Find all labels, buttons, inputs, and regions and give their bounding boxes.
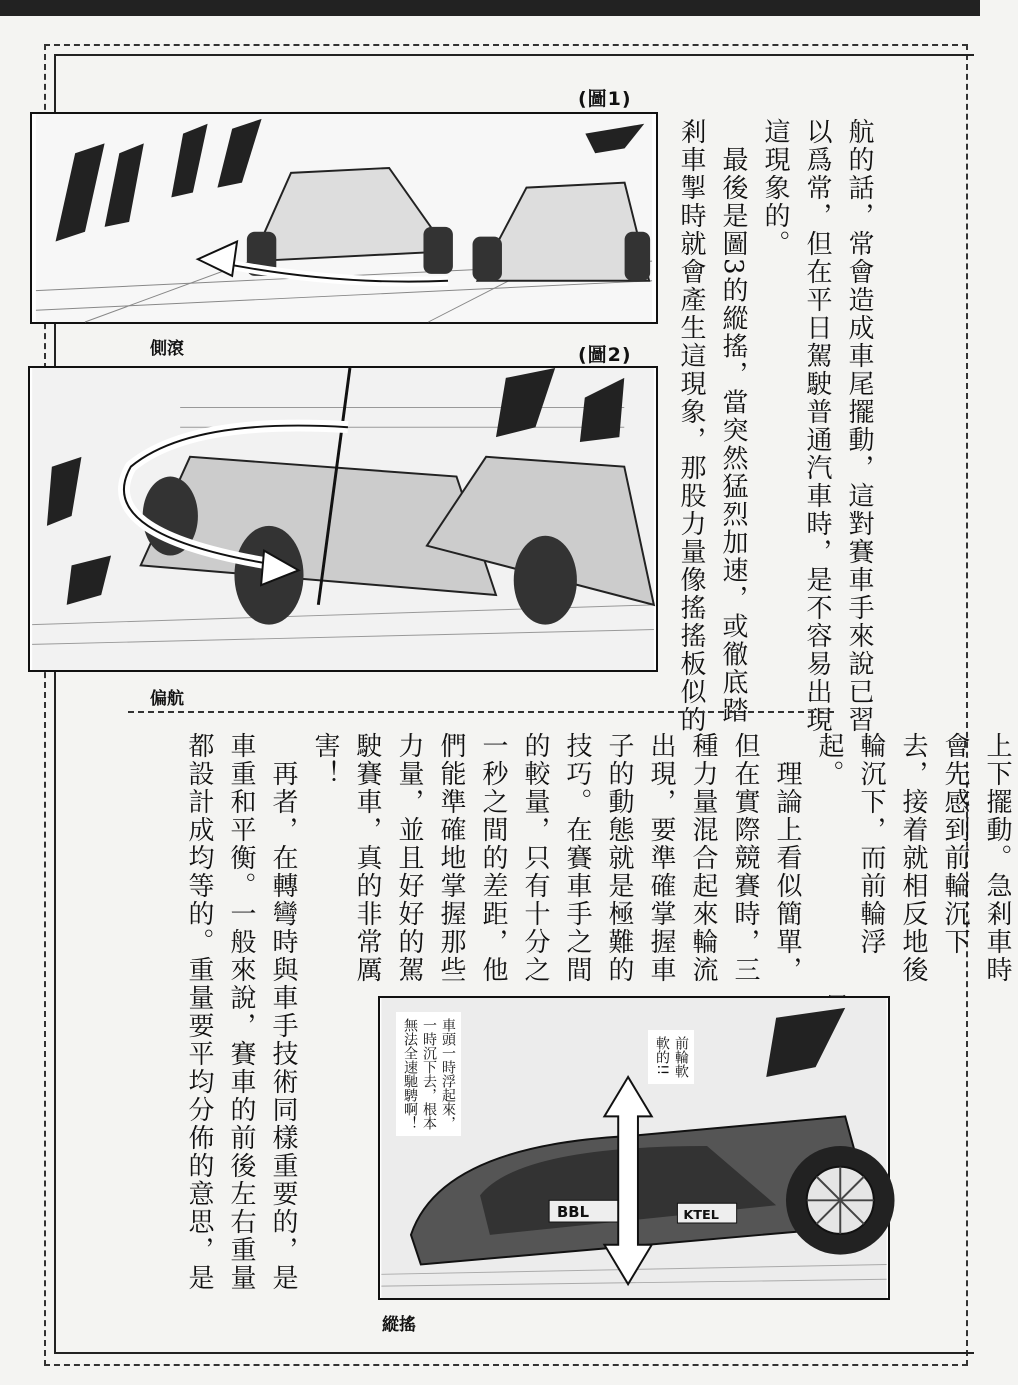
car-sponsor-2: KTEL: [683, 1208, 719, 1224]
roll-illustration: [32, 114, 656, 322]
text-column: 起。: [814, 732, 844, 788]
text-column: 車重和平衡。一般來說，賽車的前後左右重量: [226, 732, 256, 1292]
text-column: 輪沉下，而前輪浮: [856, 732, 886, 956]
fig2-caption: 偏航: [150, 689, 184, 709]
section-divider: [128, 711, 834, 713]
bubble-line: 前輪軟: [673, 1036, 689, 1078]
fig2-label: (圖2): [578, 344, 632, 366]
text-column: 剎車掣時就會產生這現象，那股力量像搖搖板似的: [676, 118, 706, 734]
text-column: 都設計成均等的。重量要平均分佈的意思，是: [184, 732, 214, 1292]
text-column: 一秒之間的差距，他: [478, 732, 508, 984]
text-column: 種力量混合起來輪流: [688, 732, 718, 984]
text-column: 們能準確地掌握那些: [436, 732, 466, 984]
text-column: 害！: [310, 732, 340, 788]
yaw-illustration: [30, 368, 656, 670]
text-column: 上下擺動。急剎車時: [982, 732, 1012, 984]
text-column: 理論上看似簡單，: [772, 732, 802, 984]
text-column: 這現象的。: [760, 118, 790, 258]
text-column: 會先感到前輪沉下: [940, 732, 970, 956]
text-column: 但在實際競賽時，三: [730, 732, 760, 984]
text-column: 去，接着就相反地後: [898, 732, 928, 984]
fig1-caption: 側滾: [150, 339, 184, 359]
speech-bubble-front-wheel: [648, 1030, 694, 1084]
text-column: 以爲常，但在平日駕駛普通汽車時，是不容易出現: [802, 118, 832, 734]
text-column: 出現，要準確掌握車: [646, 732, 676, 984]
text-column: 的較量，只有十分之: [520, 732, 550, 984]
text-column: 最後是圖3的縱搖，當突然猛烈加速，或徹底踏: [718, 118, 748, 725]
body-text-upper: [670, 118, 880, 734]
bubble-line: 車頭一時浮起來，: [440, 1018, 456, 1130]
speech-bubble-driver: [396, 1012, 461, 1136]
bubble-line: 一時沉下去，根本: [421, 1018, 437, 1130]
text-column: 技巧。在賽車手之間: [562, 732, 592, 984]
fig1-panel: [30, 112, 658, 324]
text-column: 駛賽車，真的非常厲: [352, 732, 382, 984]
text-column: 再者，在轉彎時與車手技術同樣重要的，是: [268, 732, 298, 1292]
text-column: 航的話，常會造成車尾擺動，這對賽車手來說已習: [844, 118, 874, 734]
fig2-panel: [28, 366, 658, 672]
text-column: 子的動態就是極難的: [604, 732, 634, 984]
bubble-line: 軟的!!: [654, 1036, 670, 1076]
bubble-line: 無法全速馳騁啊！: [402, 1018, 418, 1130]
fig3-caption: 縱搖: [382, 1315, 416, 1335]
fig1-label: (圖1): [578, 88, 632, 110]
top-bar: [0, 0, 980, 16]
car-sponsor-1: BBL: [557, 1204, 590, 1222]
text-column: 力量，並且好好的駕: [394, 732, 424, 984]
